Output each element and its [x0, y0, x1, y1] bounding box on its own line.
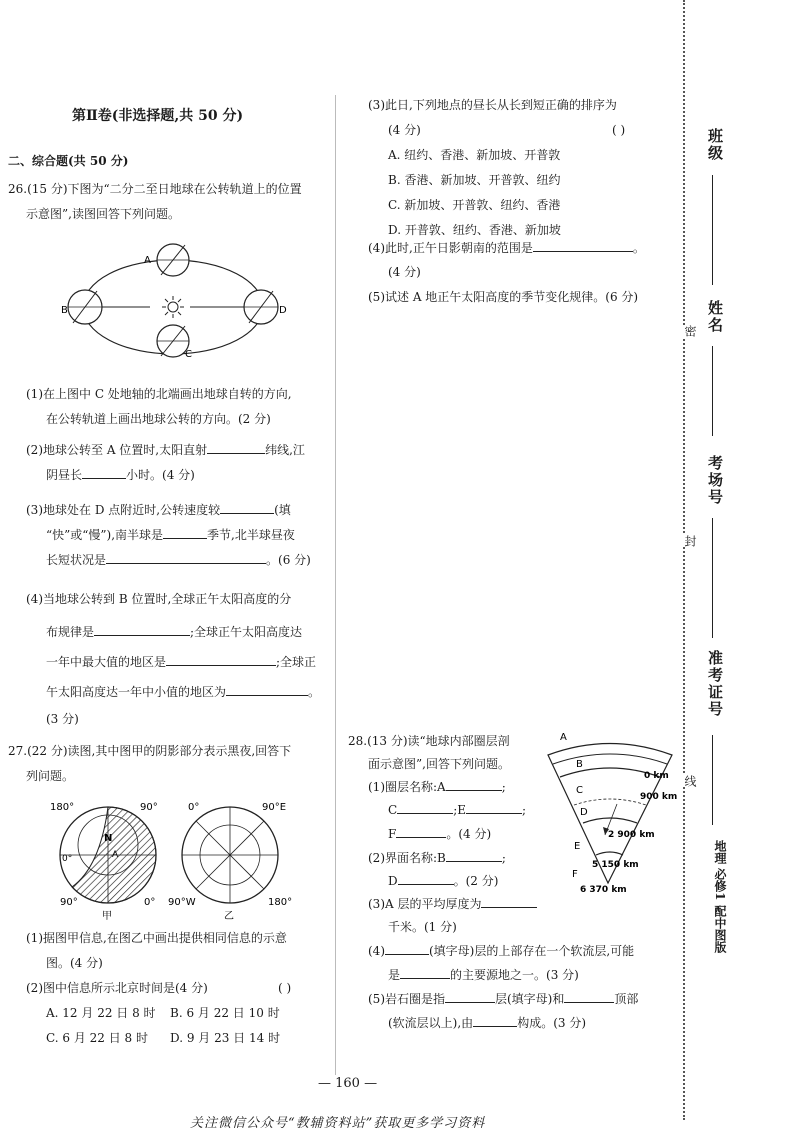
svg-text:0°: 0°	[188, 802, 200, 813]
earth-layers-diagram	[520, 727, 685, 907]
svg-text:900 km: 900 km	[640, 792, 678, 802]
blank[interactable]	[473, 1014, 517, 1027]
q26r-option-b: B. 香港、新加坡、开普敦、纽约	[388, 173, 561, 187]
svg-text:2 900 km: 2 900 km	[608, 830, 655, 840]
book-info: 地理 必修1 配中图版	[713, 840, 727, 953]
svg-text:F: F	[572, 869, 578, 880]
svg-text:A: A	[112, 850, 119, 860]
name-label: 姓名	[706, 300, 724, 334]
q26-p3c: 长短状况是 。(6 分)	[46, 553, 311, 567]
q28-p4b: 是 的主要源地之一。(3 分)	[388, 968, 579, 982]
q26r-p3b: (4 分)	[388, 123, 421, 137]
q26-p4a: (4)当地球公转到 B 位置时,全球正午太阳高度的分	[26, 592, 292, 606]
q26-p3b: “快”或“慢”),南半球是 季节,北半球昼夜	[46, 528, 295, 542]
q28-p1c: C ;E ;	[388, 803, 527, 817]
q28-p1: (1)圈层名称:A ;	[368, 780, 506, 794]
answer-paren[interactable]: ( )	[612, 123, 626, 137]
figure-jia	[50, 797, 170, 922]
blank[interactable]	[226, 683, 308, 696]
q26r-p5: (5)试述 A 地正午太阳高度的季节变化规律。(6 分)	[368, 290, 639, 304]
svg-text:D: D	[580, 807, 588, 818]
q26-p3a: (3)地球处在 D 点附近时,公转速度较 (填	[26, 503, 291, 517]
svg-text:0°: 0°	[62, 854, 73, 864]
svg-text:0 km: 0 km	[644, 771, 669, 781]
q26r-p4: (4)此时,正午日影朝南的范围是 。	[368, 241, 645, 255]
q27-intro-2: 列问题。	[26, 769, 75, 783]
q26r-option-a: A. 纽约、香港、新加坡、开普敦	[388, 148, 561, 162]
blank[interactable]	[385, 942, 429, 955]
q28-p5: (5)岩石圈是指 层(填字母)和 顶部	[368, 992, 639, 1006]
blank[interactable]	[163, 526, 207, 539]
exam-room-label: 考场号	[706, 455, 724, 506]
q27-p1b: 图。(4 分)	[46, 956, 103, 970]
ticket-field[interactable]	[712, 735, 713, 825]
blank[interactable]	[207, 441, 265, 454]
blank[interactable]	[166, 653, 276, 666]
blank[interactable]	[106, 551, 266, 564]
q26r-p3: (3)此日,下列地点的昼长从长到短正确的排序为	[368, 98, 617, 112]
svg-text:90°: 90°	[140, 802, 158, 813]
q28-p3: (3)A 层的平均厚度为	[368, 895, 537, 912]
svg-text:E: E	[574, 841, 581, 852]
blank[interactable]	[481, 895, 537, 908]
seal-feng: 封	[683, 535, 697, 547]
q26-p4c: 一年中最大值的地区是 ;全球正	[46, 655, 317, 669]
svg-text:6 370 km: 6 370 km	[580, 885, 627, 895]
q26-p4d: 午太阳高度达一年中小值的地区为 。	[46, 685, 321, 699]
q27-option-c: C. 6 月 22 日 8 时	[46, 1031, 148, 1045]
class-label: 班级	[706, 128, 724, 162]
answer-paren[interactable]: ( )	[278, 981, 292, 995]
svg-text:C: C	[185, 349, 192, 360]
svg-text:B: B	[576, 759, 583, 770]
part-title: 二、综合题(共 50 分)	[8, 154, 129, 168]
blank[interactable]	[446, 849, 502, 862]
class-field[interactable]	[712, 175, 713, 285]
q28-p2: (2)界面名称:B ;	[368, 851, 506, 865]
svg-text:180°: 180°	[268, 897, 293, 908]
blank[interactable]	[400, 966, 450, 979]
q28-intro-1: 28.(13 分)读“地球内部圈层剖	[348, 734, 510, 748]
svg-text:90°E: 90°E	[262, 802, 287, 813]
figure-yi	[168, 797, 298, 922]
blank[interactable]	[396, 825, 446, 838]
svg-text:A: A	[144, 255, 151, 266]
q27-intro-1: 27.(22 分)读图,其中图甲的阴影部分表示黑夜,回答下	[8, 744, 292, 758]
q28-p3b: 千米。(1 分)	[388, 920, 457, 934]
earth-a	[157, 244, 189, 276]
q27-p2: (2)图中信息所示北京时间是(4 分)	[26, 981, 208, 995]
svg-text:0°: 0°	[144, 897, 156, 908]
svg-text:D: D	[279, 305, 287, 316]
svg-text:90°W: 90°W	[168, 897, 196, 908]
exam-room-field[interactable]	[712, 518, 713, 638]
q26r-p4b: (4 分)	[388, 265, 421, 279]
ticket-label: 准考证号	[706, 650, 724, 718]
q27-p1a: (1)据图甲信息,在图乙中画出提供相同信息的示意	[26, 931, 287, 945]
q27-option-d: D. 9 月 23 日 14 时	[170, 1031, 281, 1045]
q26-p2b: 阴昼长 小时。(4 分)	[46, 468, 195, 482]
section-title: 第Ⅱ卷(非选择题,共 50 分)	[72, 108, 244, 124]
q26r-option-c: C. 新加坡、开普敦、纽约、香港	[388, 198, 561, 212]
blank[interactable]	[445, 990, 495, 1003]
blank[interactable]	[533, 239, 633, 252]
q28-p2d: D 。(2 分)	[388, 874, 499, 888]
seal-xian: 线	[683, 775, 697, 787]
q28-p1f: F 。(4 分)	[388, 827, 492, 841]
q27-option-b: B. 6 月 22 日 10 时	[170, 1006, 280, 1020]
blank[interactable]	[466, 801, 522, 814]
q26-p2a: (2)地球公转至 A 位置时,太阳直射 纬线,江	[26, 443, 305, 457]
svg-text:90°: 90°	[60, 897, 78, 908]
q28-p5b: (软流层以上),由 构成。(3 分)	[388, 1016, 587, 1030]
column-divider	[335, 95, 336, 1075]
sun-icon	[162, 296, 184, 318]
earth-b	[68, 290, 102, 324]
earth-d	[244, 290, 278, 324]
svg-text:N: N	[104, 833, 113, 844]
page-number: — 160 —	[318, 1076, 378, 1091]
svg-text:C: C	[576, 785, 583, 796]
q26-intro-2: 示意图”,读图回答下列问题。	[26, 207, 180, 221]
binding-line	[683, 0, 685, 1120]
q26-p4b: 布规律是 ;全球正午太阳高度达	[46, 625, 303, 639]
q26r-option-d: D. 开普敦、纽约、香港、新加坡	[388, 223, 561, 237]
q27-option-a: A. 12 月 22 日 8 时	[46, 1006, 156, 1020]
q26-p1a: (1)在上图中 C 处地轴的北端画出地球自转的方向,	[26, 387, 292, 401]
q26-p1b: 在公转轨道上画出地球公转的方向。(2 分)	[46, 412, 271, 426]
blank[interactable]	[446, 778, 502, 791]
svg-text:甲: 甲	[102, 911, 112, 922]
name-field[interactable]	[712, 346, 713, 436]
q28-intro-2: 面示意图”,回答下列问题。	[368, 757, 510, 771]
svg-text:乙: 乙	[224, 911, 234, 922]
orbit-diagram	[55, 235, 295, 365]
q28-p4: (4) (填字母)层的上部存在一个软流层,可能	[368, 944, 635, 958]
blank[interactable]	[398, 872, 454, 885]
q26-p4e: (3 分)	[46, 712, 79, 726]
svg-text:180°: 180°	[50, 802, 75, 813]
svg-text:5 150 km: 5 150 km	[592, 860, 639, 870]
q26-intro-1: 26.(15 分)下图为“二分二至日地球在公转轨道上的位置	[8, 182, 302, 196]
blank[interactable]	[94, 623, 190, 636]
blank[interactable]	[220, 501, 274, 514]
blank[interactable]	[564, 990, 614, 1003]
blank[interactable]	[397, 801, 453, 814]
blank[interactable]	[82, 466, 126, 479]
footer-note: 关注微信公众号“教辅资料站”获取更多学习资料	[190, 1116, 486, 1131]
seal-mi: 密	[683, 325, 697, 337]
svg-text:B: B	[61, 305, 68, 316]
svg-text:A: A	[560, 732, 567, 743]
